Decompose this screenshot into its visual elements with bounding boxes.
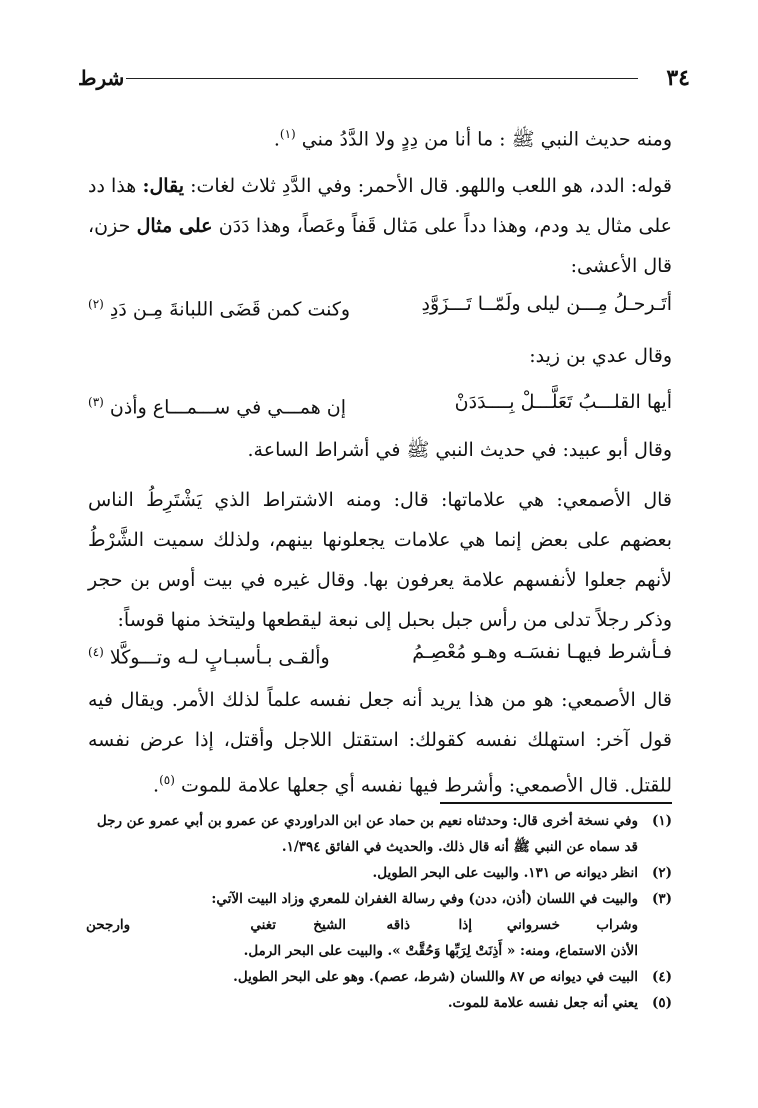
footnote-ref-5: (٥) (159, 773, 175, 787)
footnote-1-number: (١) (651, 813, 672, 829)
footnote-5-text: يعني أنه جعل نفسه علامة للموت. (447, 995, 638, 1011)
verse-3 (88, 632, 672, 672)
verse-2-first-hemistich: أيها القلـــبُ تَعَلَّـــلْ بِــــدَدَنْ (454, 391, 672, 413)
footnote-3-text: والبيت في اللسان (أذن، ددن) وفي رسالة الغفران للمعري وزاد البيت الآتي: (211, 891, 638, 907)
verse-3-first-hemistich: فـأشرط فيهـا نفسَـه وهـو مُعْصِـمُ (412, 641, 672, 663)
footnotes (86, 808, 672, 1016)
footnote-ref-1: (١) (279, 127, 296, 141)
verse-3-second-text: وألقـى بـأسبـابٍ لـه وتـــوكَّلا (109, 646, 330, 669)
verse-1-second-hemistich (88, 284, 350, 329)
footnote-ref-3: (٣) (88, 395, 104, 409)
footnote-verse-word: خسرواني (506, 917, 560, 933)
footnote-4-number: (٤) (651, 969, 672, 985)
footnote-3-cont-text: الأذن الاستماع، ومنه: « أَذِنَتْ لِرَبِّها وَحُقَّتْ ». والبيت على البحر الرمل. (243, 943, 638, 959)
footnote-2-text: انظر ديوانه ص ١٣١. والبيت على البحر الطويل. (372, 865, 638, 881)
footnote-verse-word: ذاقه (386, 917, 410, 933)
paragraph-4 (88, 430, 672, 470)
footnote-1-text: وفي نسخة أخرى قال: وحدثناه نعيم بن حماد عن ابن الدراوردي عن عمرو بن أبي عمرو عن رجل قد سماه عن النبي ﷺ أنه قال ذلك. والحديث في الفائق ١/٣٩٤. (96, 813, 638, 855)
running-header (78, 66, 690, 90)
verse-1 (88, 284, 672, 324)
paragraph-6-text: قال الأصمعي: هو من هذا يريد أنه جعل نفسه علماً لذلك الأمر. ويقال فيه قول آخر: استهلك نفسه كقولك: استقتل اللاجل وأقتل، إذا عرض نفسه للقتل. قال الأصمعي: وأشرط فيها نفسه أي جعلها علامة للموت (88, 689, 672, 797)
paragraph-2-bold-a: يقال: (142, 175, 184, 197)
header-rule (126, 78, 638, 79)
footnote-verse-word: الشيخ (313, 917, 346, 933)
verse-1-second-text: وكنت كمن قَضَى اللبانةَ مِـن دَدِ (109, 298, 351, 321)
paragraph-3-text: وقال عدي بن زيد: (529, 345, 672, 367)
verse-2 (88, 382, 672, 422)
footnote-3-number: (٣) (651, 891, 672, 907)
footnote-verse-word: وشراب (596, 917, 638, 933)
footnote-ref-2: (٢) (88, 297, 104, 311)
paragraph-1: ومنه حديث النبي ﷺ : ما أنا من دِدٍ ولا الدَّدُ مني $^{(١)}$. (273, 127, 672, 151)
verse-3-second-hemistich (88, 632, 330, 677)
footnote-verse-word: تغني (250, 917, 276, 933)
footnote-verse-word: وارجحن (86, 917, 131, 933)
paragraph-5-text: قال الأصمعي: هي علاماتها: قال: ومنه الاشتراط الذي يَشْتَرِطُ الناس بعضهم على بعض إنما هي علامات يجعلونها بينهم، ولذلك سميت الشَّرْطُ لأنهم جعلوا لأنفسهم علامة يعرفون بها. وقال غيره في بيت أوس بن حجر وذكر رجلاً تدلى من رأس جبل بحبل إلى نبعة ليقطعها وليتخذ منها قوساً: (88, 489, 672, 631)
paragraph-4-text: وقال أبو عبيد: في حديث النبي ﷺ في أشراط الساعة. (247, 439, 672, 461)
footnote-4 (86, 964, 672, 990)
verse-2-second-text: إن همـــي في ســـمـــاع وأذن (109, 396, 347, 419)
footnote-5-number: (٥) (651, 995, 672, 1011)
page-number: ٣٤ (666, 65, 690, 91)
footnote-1 (86, 808, 672, 860)
paragraph-2-bold-b: على مثال (136, 215, 213, 237)
footnote-3-continued (86, 938, 672, 964)
verse-2-second-hemistich (88, 382, 346, 427)
footnote-5 (86, 990, 672, 1016)
footnote-3-verse (86, 912, 672, 938)
paragraph-2-text-b: هذا دد على مثال يد ودم، وهذا دداً على مَثال قَفاً وعَصاً، وهذا دَدَن (88, 175, 673, 237)
footnote-separator (440, 802, 672, 804)
paragraph-2-text-c: حزن، قال الأعشى: (88, 215, 672, 277)
paragraph-1-text: ومنه حديث النبي ﷺ : ما أنا من دِدٍ ولا الدَّدُ مني (301, 128, 672, 151)
footnote-3 (86, 886, 672, 912)
footnote-4-text: البيت في ديوانه ص ٨٧ واللسان (شرط، عصم). وهو على البحر الطويل. (233, 969, 638, 985)
footnote-2 (86, 860, 672, 886)
paragraph-3 (88, 336, 672, 376)
footnote-ref-4: (٤) (88, 645, 104, 659)
paragraph-5 (88, 480, 672, 640)
footnote-verse-word: إذا (458, 917, 472, 933)
paragraph-6: قال الأصمعي: هو من هذا يريد أنه جعل نفسه علماً لذلك الأمر. ويقال فيه قول آخر: استهلك نفسه كقولك: استقتل اللاجل وأقتل، إذا عرض نفسه للقتل. قال الأصمعي: وأشرط فيها نفسه أي جعلها علامة للموت $^{(٥)}$. (88, 689, 672, 797)
footnote-2-number: (٢) (651, 865, 672, 881)
paragraph-2 (88, 166, 672, 286)
section-title: شرط (78, 66, 125, 90)
verse-1-first-hemistich: أتَـرحـلُ مِـــن ليلى ولَمّــا تَـــزَوَّدِ (421, 293, 672, 315)
paragraph-2-text-a: قوله: الدد، هو اللعب واللهو. قال الأحمر: وفي الدَّدِ ثلاث لغات: (190, 175, 673, 197)
